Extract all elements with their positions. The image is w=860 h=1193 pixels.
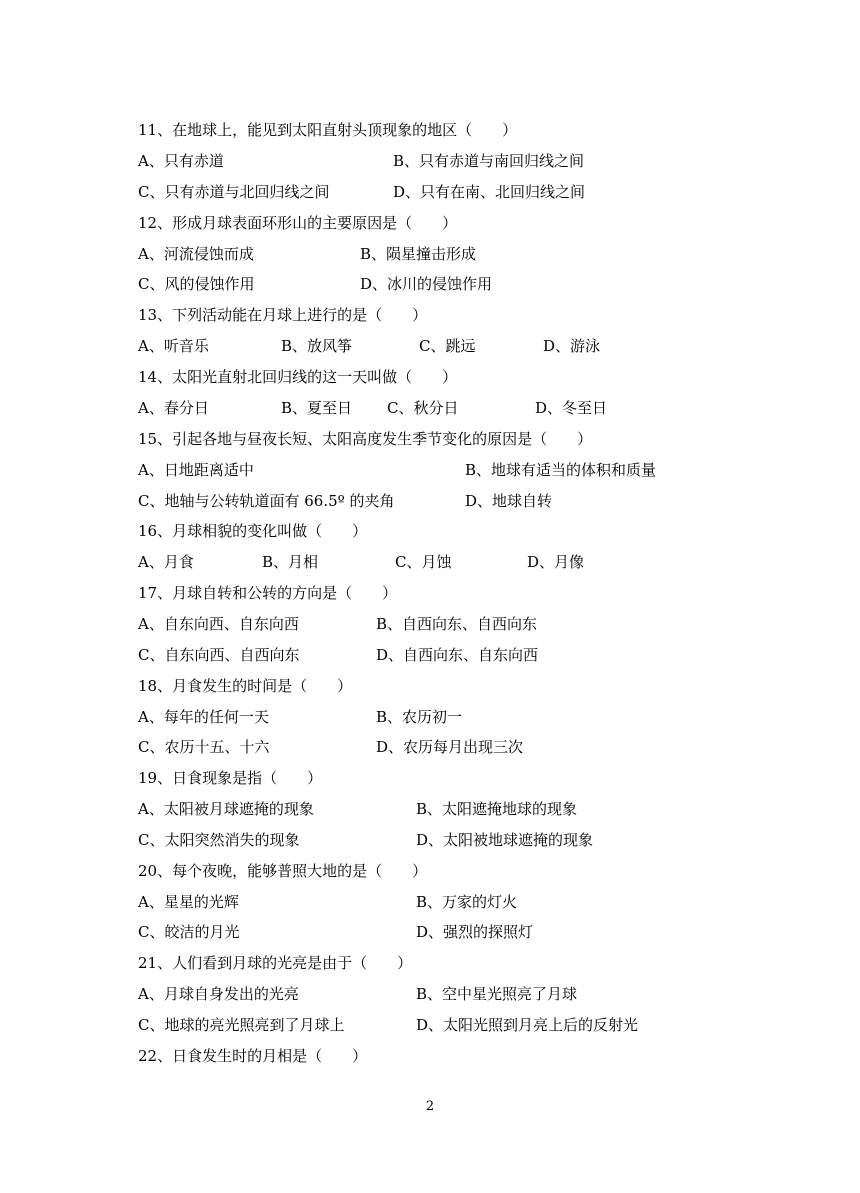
question-13-stem: 13、下列活动能在月球上进行的是（ ） (138, 306, 428, 324)
question-17-option-d: D、自西向东、自东向西 (376, 646, 539, 664)
question-15-option-c: C、地轴与公转轨道面有 66.5º 的夹角 (138, 492, 395, 510)
question-19-option-d: D、太阳被地球遮掩的现象 (416, 831, 594, 849)
question-13-option-d: D、游泳 (543, 337, 601, 355)
question-11-option-d: D、只有在南、北回归线之间 (393, 183, 586, 201)
question-18-stem: 18、月食发生的时间是（ ） (138, 677, 353, 695)
question-17-option-c: C、自东向西、自西向东 (138, 646, 300, 664)
page-number: 2 (425, 1099, 435, 1114)
question-15-option-a: A、日地距离适中 (138, 461, 254, 479)
question-16-stem: 16、月球相貌的变化叫做（ ） (138, 522, 368, 540)
question-16-option-d: D、月像 (527, 553, 585, 571)
question-15-option-d: D、地球自转 (465, 492, 553, 510)
question-20-option-d: D、强烈的探照灯 (416, 923, 534, 941)
question-11-option-c: C、只有赤道与北回归线之间 (138, 183, 330, 201)
question-11-option-b: B、只有赤道与南回归线之间 (393, 152, 585, 170)
question-11-stem: 11、在地球上，能见到太阳直射头顶现象的地区（ ） (138, 121, 518, 139)
question-18-option-d: D、农历每月出现三次 (376, 738, 524, 756)
question-19-option-a: A、太阳被月球遮掩的现象 (138, 800, 314, 818)
question-21-stem: 21、人们看到月球的光亮是由于（ ） (138, 954, 413, 972)
question-12-option-b: B、陨星撞击形成 (360, 245, 477, 263)
question-12-option-a: A、河流侵蚀而成 (138, 245, 254, 263)
question-14-option-c: C、秋分日 (387, 399, 459, 417)
question-13-option-b: B、放风筝 (281, 337, 353, 355)
question-14-option-a: A、春分日 (138, 399, 209, 417)
question-20-option-c: C、皎洁的月光 (138, 923, 240, 941)
question-18-option-c: C、农历十五、十六 (138, 738, 270, 756)
question-17-stem: 17、月球自转和公转的方向是（ ） (138, 584, 398, 602)
question-22-stem: 22、日食发生时的月相是（ ） (138, 1047, 368, 1065)
question-21-option-b: B、空中星光照亮了月球 (416, 985, 578, 1003)
question-13-option-a: A、听音乐 (138, 337, 209, 355)
question-21-option-a: A、月球自身发出的光亮 (138, 985, 299, 1003)
question-12-option-c: C、风的侵蚀作用 (138, 275, 255, 293)
question-14-option-b: B、夏至日 (281, 399, 353, 417)
question-16-option-c: C、月蚀 (395, 553, 452, 571)
question-14-stem: 14、太阳光直射北回归线的这一天叫做（ ） (138, 368, 458, 386)
question-20-option-b: B、万家的灯火 (416, 893, 518, 911)
question-18-option-b: B、农历初一 (376, 708, 463, 726)
question-16-option-b: B、月相 (262, 553, 319, 571)
question-19-option-b: B、太阳遮掩地球的现象 (416, 800, 578, 818)
question-12-option-d: D、冰川的侵蚀作用 (360, 275, 493, 293)
question-14-option-d: D、冬至日 (535, 399, 608, 417)
question-19-stem: 19、日食现象是指（ ） (138, 769, 323, 787)
question-11-option-a: A、只有赤道 (138, 152, 224, 170)
question-16-option-a: A、月食 (138, 553, 194, 571)
question-15-option-b: B、地球有适当的体积和质量 (465, 461, 657, 479)
question-18-option-a: A、每年的任何一天 (138, 708, 269, 726)
question-20-stem: 20、每个夜晚，能够普照大地的是（ ） (138, 862, 428, 880)
question-20-option-a: A、星星的光辉 (138, 893, 239, 911)
question-21-option-d: D、太阳光照到月亮上后的反射光 (416, 1016, 639, 1034)
question-17-option-b: B、自西向东、自西向东 (376, 615, 538, 633)
question-15-stem: 15、引起各地与昼夜长短、太阳高度发生季节变化的原因是（ ） (138, 430, 593, 448)
question-21-option-c: C、地球的亮光照亮到了月球上 (138, 1016, 345, 1034)
question-19-option-c: C、太阳突然消失的现象 (138, 831, 300, 849)
question-12-stem: 12、形成月球表面环形山的主要原因是（ ） (138, 214, 458, 232)
question-17-option-a: A、自东向西、自东向西 (138, 615, 299, 633)
question-13-option-c: C、跳远 (419, 337, 476, 355)
